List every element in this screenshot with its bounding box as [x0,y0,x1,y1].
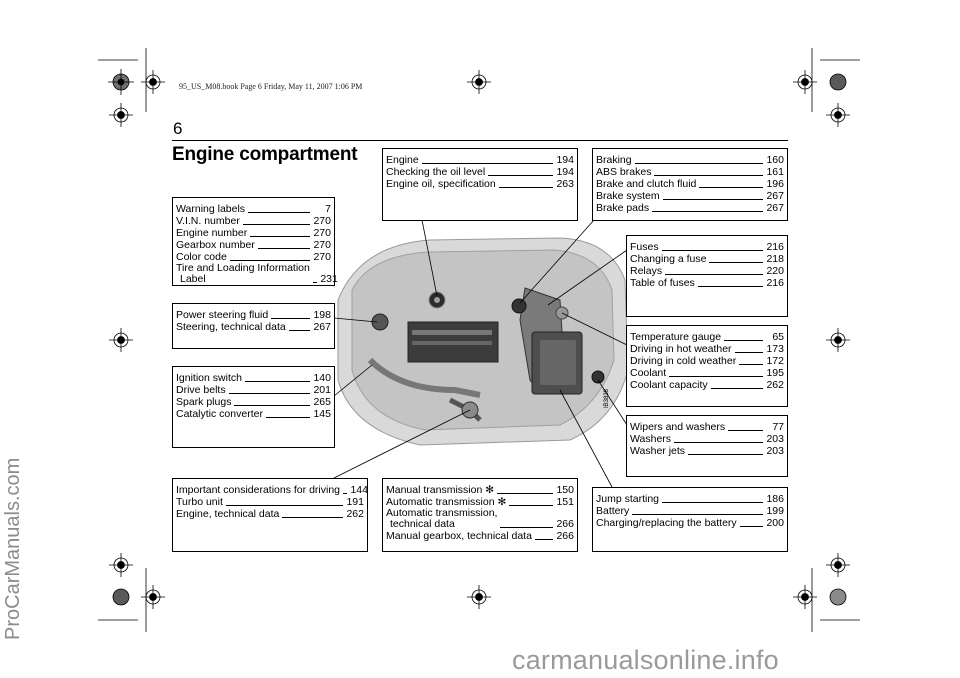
transmission-box [382,478,578,552]
index-entry [176,408,331,420]
leader-dots [724,340,763,341]
index-entry [630,421,784,433]
index-entry-page: 267 [313,321,331,333]
leader-dots [343,493,347,494]
index-entry [596,178,784,190]
index-entry-page: 270 [313,215,331,227]
index-entry-page: 172 [766,355,784,367]
index-entry [630,241,784,253]
side-watermark: ProCarManuals.com [2,457,24,640]
leader-dots [709,262,763,263]
index-entry-page: 195 [766,367,784,379]
important-box [172,478,368,552]
leader-dots [688,454,763,455]
leader-dots [669,376,763,377]
leader-dots [654,175,763,176]
index-entry-label: Automatic transmission ✻ [386,496,507,508]
braking-box [592,148,788,221]
index-entry [386,508,574,530]
index-entry [386,154,574,166]
index-entry-label: Important considerations for driving [176,484,340,496]
index-entry-label [386,508,497,530]
index-entry [176,396,331,408]
leader-dots [313,282,317,283]
index-entry [176,508,364,520]
index-entry-label: Driving in hot weather [630,343,732,355]
leader-dots [665,274,763,275]
leader-dots [739,364,763,365]
index-entry [176,262,338,285]
index-entry-label: Color code [176,251,227,263]
index-entry-label: Braking [596,154,632,166]
fuses-box [626,235,788,317]
index-entry-page: 194 [556,166,574,178]
index-entry-label: Washers [630,433,672,445]
leader-dots [258,248,310,249]
index-entry-page: 65 [772,331,784,343]
index-entry-page: 216 [766,277,784,289]
index-entry-label: Checking the oil level [386,166,486,178]
leader-dots [497,493,553,494]
index-entry-label: Ignition switch [176,372,242,384]
leader-dots [422,163,553,164]
header-rule [172,140,788,141]
index-entry-page: 160 [766,154,784,166]
index-entry-page: 194 [556,154,574,166]
leader-dots [234,405,310,406]
page-title: Engine compartment [172,144,358,165]
ignition-box [172,366,335,448]
index-entry-page: 218 [766,253,784,265]
leader-dots [499,187,553,188]
index-entry-label: Wipers and washers [630,421,726,433]
leader-dots [230,260,310,261]
index-entry [596,190,784,202]
index-entry-label: Brake pads [596,202,650,214]
leader-dots [488,175,553,176]
index-entry-page: 199 [766,505,784,517]
leader-dots [271,318,310,319]
index-entry [630,265,784,277]
index-entry [386,166,574,178]
index-entry-page: 173 [766,343,784,355]
index-entry-page: 263 [556,178,574,190]
index-entry-label-line1: Tire and Loading Information [176,262,310,274]
leader-dots [509,505,553,506]
leader-dots [728,430,763,431]
leader-dots [674,442,763,443]
index-entry-label: Warning labels [176,203,246,215]
index-entry [386,484,574,496]
leader-dots [740,526,763,527]
figure-id: IB3838 [604,388,610,408]
index-entry-label: Table of fuses [630,277,695,289]
index-entry [596,517,784,529]
index-entry-page: 161 [766,166,784,178]
index-entry-page: 270 [313,227,331,239]
warning-labels-box [172,197,338,286]
index-entry-page: 216 [766,241,784,253]
engine-box [382,148,578,221]
index-entry-page: 144 [350,484,368,496]
leader-dots [652,211,763,212]
index-entry-page: 200 [766,517,784,529]
leader-dots [266,417,310,418]
index-entry-label: Steering, technical data [176,321,286,333]
index-entry-page: 267 [766,190,784,202]
index-entry [596,154,784,166]
leader-dots [635,163,763,164]
leader-dots [735,352,763,353]
index-entry [630,331,784,343]
index-entry-label: Catalytic converter [176,408,263,420]
page-number: 6 [173,119,183,138]
index-entry [176,239,331,251]
wipers-box [626,415,788,477]
index-entry-label: Coolant capacity [630,379,708,391]
index-entry-label: Engine [386,154,419,166]
index-entry [596,166,784,178]
index-entry [596,202,784,214]
index-entry-label: Brake system [596,190,660,202]
leader-dots [711,388,763,389]
index-entry [176,384,331,396]
index-entry-label: Manual transmission ✻ [386,484,495,496]
index-entry-label: Battery [596,505,630,517]
index-entry-page: 145 [313,408,331,420]
header-note: 95_US_M08.book Page 6 Friday, May 11, 2007 1:06 PM [179,82,363,91]
index-entry [630,253,784,265]
index-entry-page: 220 [766,265,784,277]
index-entry-page: 186 [766,493,784,505]
index-entry-label: Engine number [176,227,248,239]
steering-box [172,303,335,349]
leader-dots [226,505,343,506]
index-entry-page: 191 [346,496,364,508]
leader-dots [662,250,763,251]
index-entry [630,367,784,379]
leader-dots [698,286,763,287]
index-entry-page: 266 [556,518,574,530]
index-entry [630,379,784,391]
index-entry [176,203,331,215]
index-entry-label: Relays [630,265,663,277]
index-entry-page: 262 [346,508,364,520]
index-entry-label: Driving in cold weather [630,355,737,367]
index-entry [386,178,574,190]
index-entry-label: Turbo unit [176,496,223,508]
index-entry-page: 270 [313,251,331,263]
index-entry-label: Washer jets [630,445,686,457]
leader-dots [248,212,310,213]
leader-dots [500,527,553,528]
index-entry-label: Spark plugs [176,396,232,408]
index-entry-label: V.I.N. number [176,215,240,227]
jump-starting-box [592,487,788,552]
index-entry-page: 265 [313,396,331,408]
index-entry-page: 262 [766,379,784,391]
leader-dots [243,224,310,225]
leader-dots [632,514,763,515]
index-entry-label [176,263,310,285]
index-entry [176,496,364,508]
leader-dots [289,330,310,331]
leader-dots [662,502,763,503]
leader-dots [229,393,310,394]
index-entry-label: Engine, technical data [176,508,280,520]
index-entry [630,355,784,367]
index-entry-page: 267 [766,202,784,214]
index-entry-page: 151 [556,496,574,508]
index-entry [176,309,331,321]
leader-dots [535,539,553,540]
index-entry-label: Fuses [630,241,659,253]
index-entry-label: Changing a fuse [630,253,707,265]
index-entry [630,343,784,355]
index-entry-page: 198 [313,309,331,321]
temperature-box [626,325,788,407]
index-entry-label: Engine oil, specification [386,178,496,190]
index-entry-label: ABS brakes [596,166,652,178]
index-entry-page: 150 [556,484,574,496]
index-entry [630,433,784,445]
index-entry-page: 201 [313,384,331,396]
index-entry-label: Jump starting [596,493,660,505]
index-entry-label-line1: Automatic transmission, [386,507,498,519]
index-entry-label-line2: Label [180,273,206,285]
index-entry [596,493,784,505]
index-entry-page: 7 [325,203,331,215]
index-entry [630,445,784,457]
leader-dots [245,381,310,382]
leader-dots [699,187,763,188]
index-entry [630,277,784,289]
index-entry-label: Gearbox number [176,239,255,251]
index-entry-page: 196 [766,178,784,190]
index-entry-label: Charging/replacing the battery [596,517,737,529]
index-entry-page: 140 [313,372,331,384]
leader-dots [663,199,763,200]
leader-dots [282,517,343,518]
index-entry [596,505,784,517]
index-entry-label: Coolant [630,367,667,379]
index-entry-page: 203 [766,433,784,445]
index-entry-label: Drive belts [176,384,226,396]
engine-illustration [338,238,628,445]
index-entry-page: 266 [556,530,574,542]
index-entry-label: Manual gearbox, technical data [386,530,532,542]
leader-dots [250,236,310,237]
index-entry-page: 203 [766,445,784,457]
index-entry-label-line2: technical data [390,518,455,530]
index-entry [386,530,574,542]
index-entry-page: 77 [772,421,784,433]
index-entry-label: Brake and clutch fluid [596,178,697,190]
index-entry [176,215,331,227]
index-entry-label: Power steering fluid [176,309,269,321]
index-entry [176,321,331,333]
index-entry-page: 270 [313,239,331,251]
index-entry [176,372,331,384]
index-entry [176,484,368,496]
index-entry-label: Temperature gauge [630,331,722,343]
index-entry-page: 231 [320,273,338,285]
index-entry [176,227,331,239]
bottom-watermark: carmanualsonline.info [512,645,779,675]
